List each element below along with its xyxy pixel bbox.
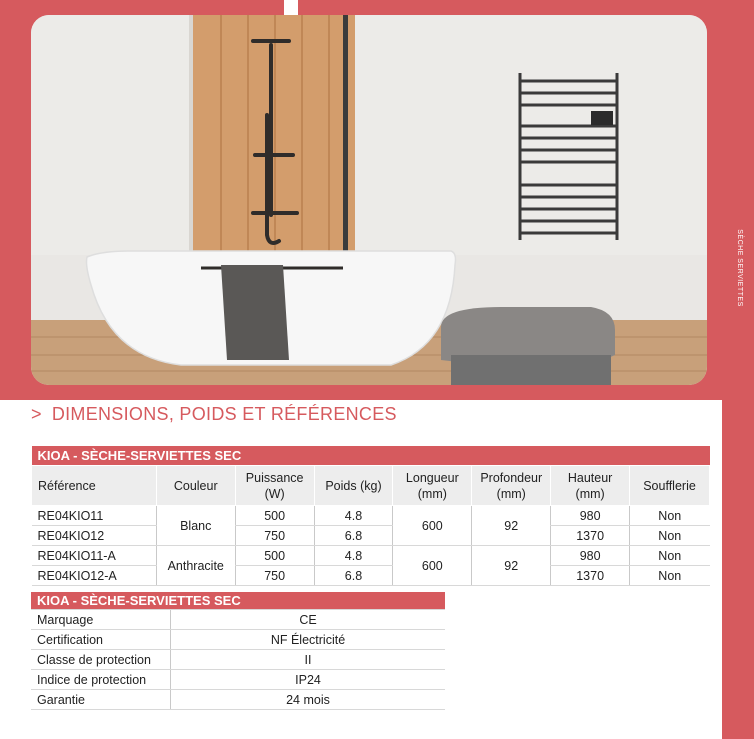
bathroom-photo <box>31 15 707 385</box>
table-row: Classe de protection II <box>31 650 445 670</box>
table-row: Indice de protection IP24 <box>31 670 445 690</box>
right-side-bar <box>722 0 754 739</box>
properties-table <box>31 592 445 710</box>
side-tab-label: SÈCHE SERVIETTES <box>736 229 743 307</box>
banner-notch <box>284 0 298 16</box>
header-couleur: Couleur <box>156 466 235 506</box>
specs-table <box>31 446 710 586</box>
header-poids: Poids (kg) <box>314 466 393 506</box>
table-row: Certification NF Électricité <box>31 630 445 650</box>
header-soufflerie: Soufflerie <box>630 466 710 506</box>
table-row: RE04KIO12 750 6.8 1370 Non <box>32 526 710 546</box>
table-row: Garantie 24 mois <box>31 690 445 710</box>
table-title: KIOA - SÈCHE-SERVIETTES SEC <box>32 446 710 466</box>
chevron-right-icon: > <box>31 404 42 424</box>
table-row: RE04KIO12-A 750 6.8 1370 Non <box>32 566 710 586</box>
section-title: > DIMENSIONS, POIDS ET RÉFÉRENCES <box>31 404 397 424</box>
header-profondeur: Profondeur (mm) <box>472 466 551 506</box>
table-row: RE04KIO11-A Anthracite 500 4.8 600 92 980 Non <box>32 546 710 566</box>
header-longueur: Longueur (mm) <box>393 466 472 506</box>
table-row: Marquage CE <box>31 610 445 630</box>
header-puissance: Puissance (W) <box>235 466 314 506</box>
table-row: RE04KIO11 Blanc 500 4.8 600 92 980 Non <box>32 506 710 526</box>
header-hauteur: Hauteur (mm) <box>551 466 630 506</box>
header-reference: Référence <box>32 466 157 506</box>
table-title: KIOA - SÈCHE-SERVIETTES SEC <box>31 592 445 610</box>
